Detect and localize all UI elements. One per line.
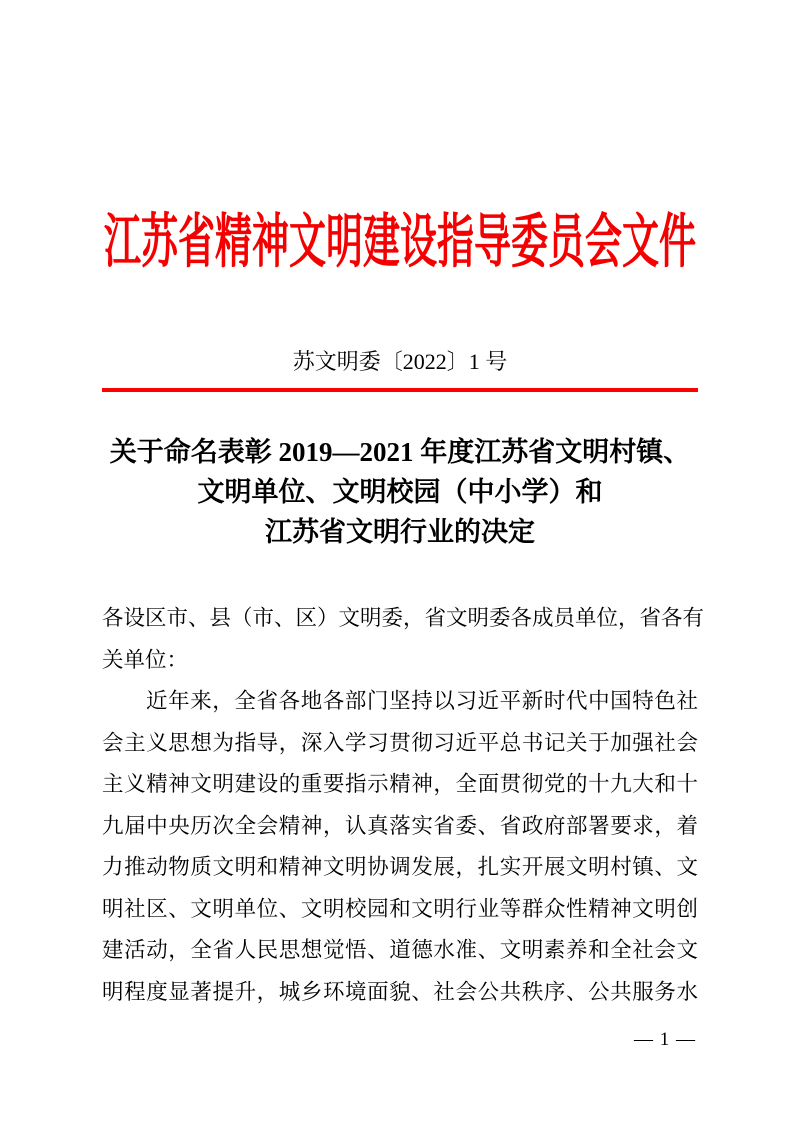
salutation-line: 各设区市、县（市、区）文明委，省文明委各成员单位，省各有 <box>102 606 705 630</box>
red-divider-line <box>102 388 698 392</box>
paragraph-line: 明社区、文明单位、文明校园和文明行业等群众性精神文明创 <box>102 896 698 921</box>
salutation-line: 关单位： <box>102 647 189 672</box>
paragraph-line: 主义精神文明建设的重要指示精神，全面贯彻党的十九大和十 <box>102 772 698 796</box>
paragraph-line: 九届中央历次全会精神，认真落实省委、省政府部署要求，着 <box>102 813 698 838</box>
doc-title-line: 关于命名表彰 2019—2021 年度江苏省文明村镇、 <box>109 437 691 467</box>
doc-number: 苏文明委〔2022〕1 号 <box>292 349 508 374</box>
doc-title <box>0 432 800 552</box>
red-header <box>0 210 800 276</box>
paragraph-line: 力推动物质文明和精神文明协调发展，扎实开展文明村镇、文 <box>102 855 698 879</box>
paragraph-line: 明程度显著提升，城乡环境面貌、社会公共秩序、公共服务水 <box>102 979 698 1004</box>
paragraph-line: 建活动，全省人民思想觉悟、道德水准、文明素养和全社会文 <box>102 938 698 962</box>
doc-title-line: 江苏省文明行业的决定 <box>265 517 535 547</box>
paragraph-line: 近年来，全省各地各部门坚持以习近平新时代中国特色社 <box>146 689 698 713</box>
doc-title-line: 文明单位、文明校园（中小学）和 <box>197 477 603 507</box>
main-paragraph <box>102 681 698 1013</box>
salutation <box>102 598 705 681</box>
org-title: 江苏省精神文明建设指导委员会文件 <box>104 210 696 276</box>
paragraph-line: 会主义思想为指导，深入学习贯彻习近平总书记关于加强社会 <box>102 730 698 755</box>
page-number: — 1 — <box>634 1029 696 1050</box>
